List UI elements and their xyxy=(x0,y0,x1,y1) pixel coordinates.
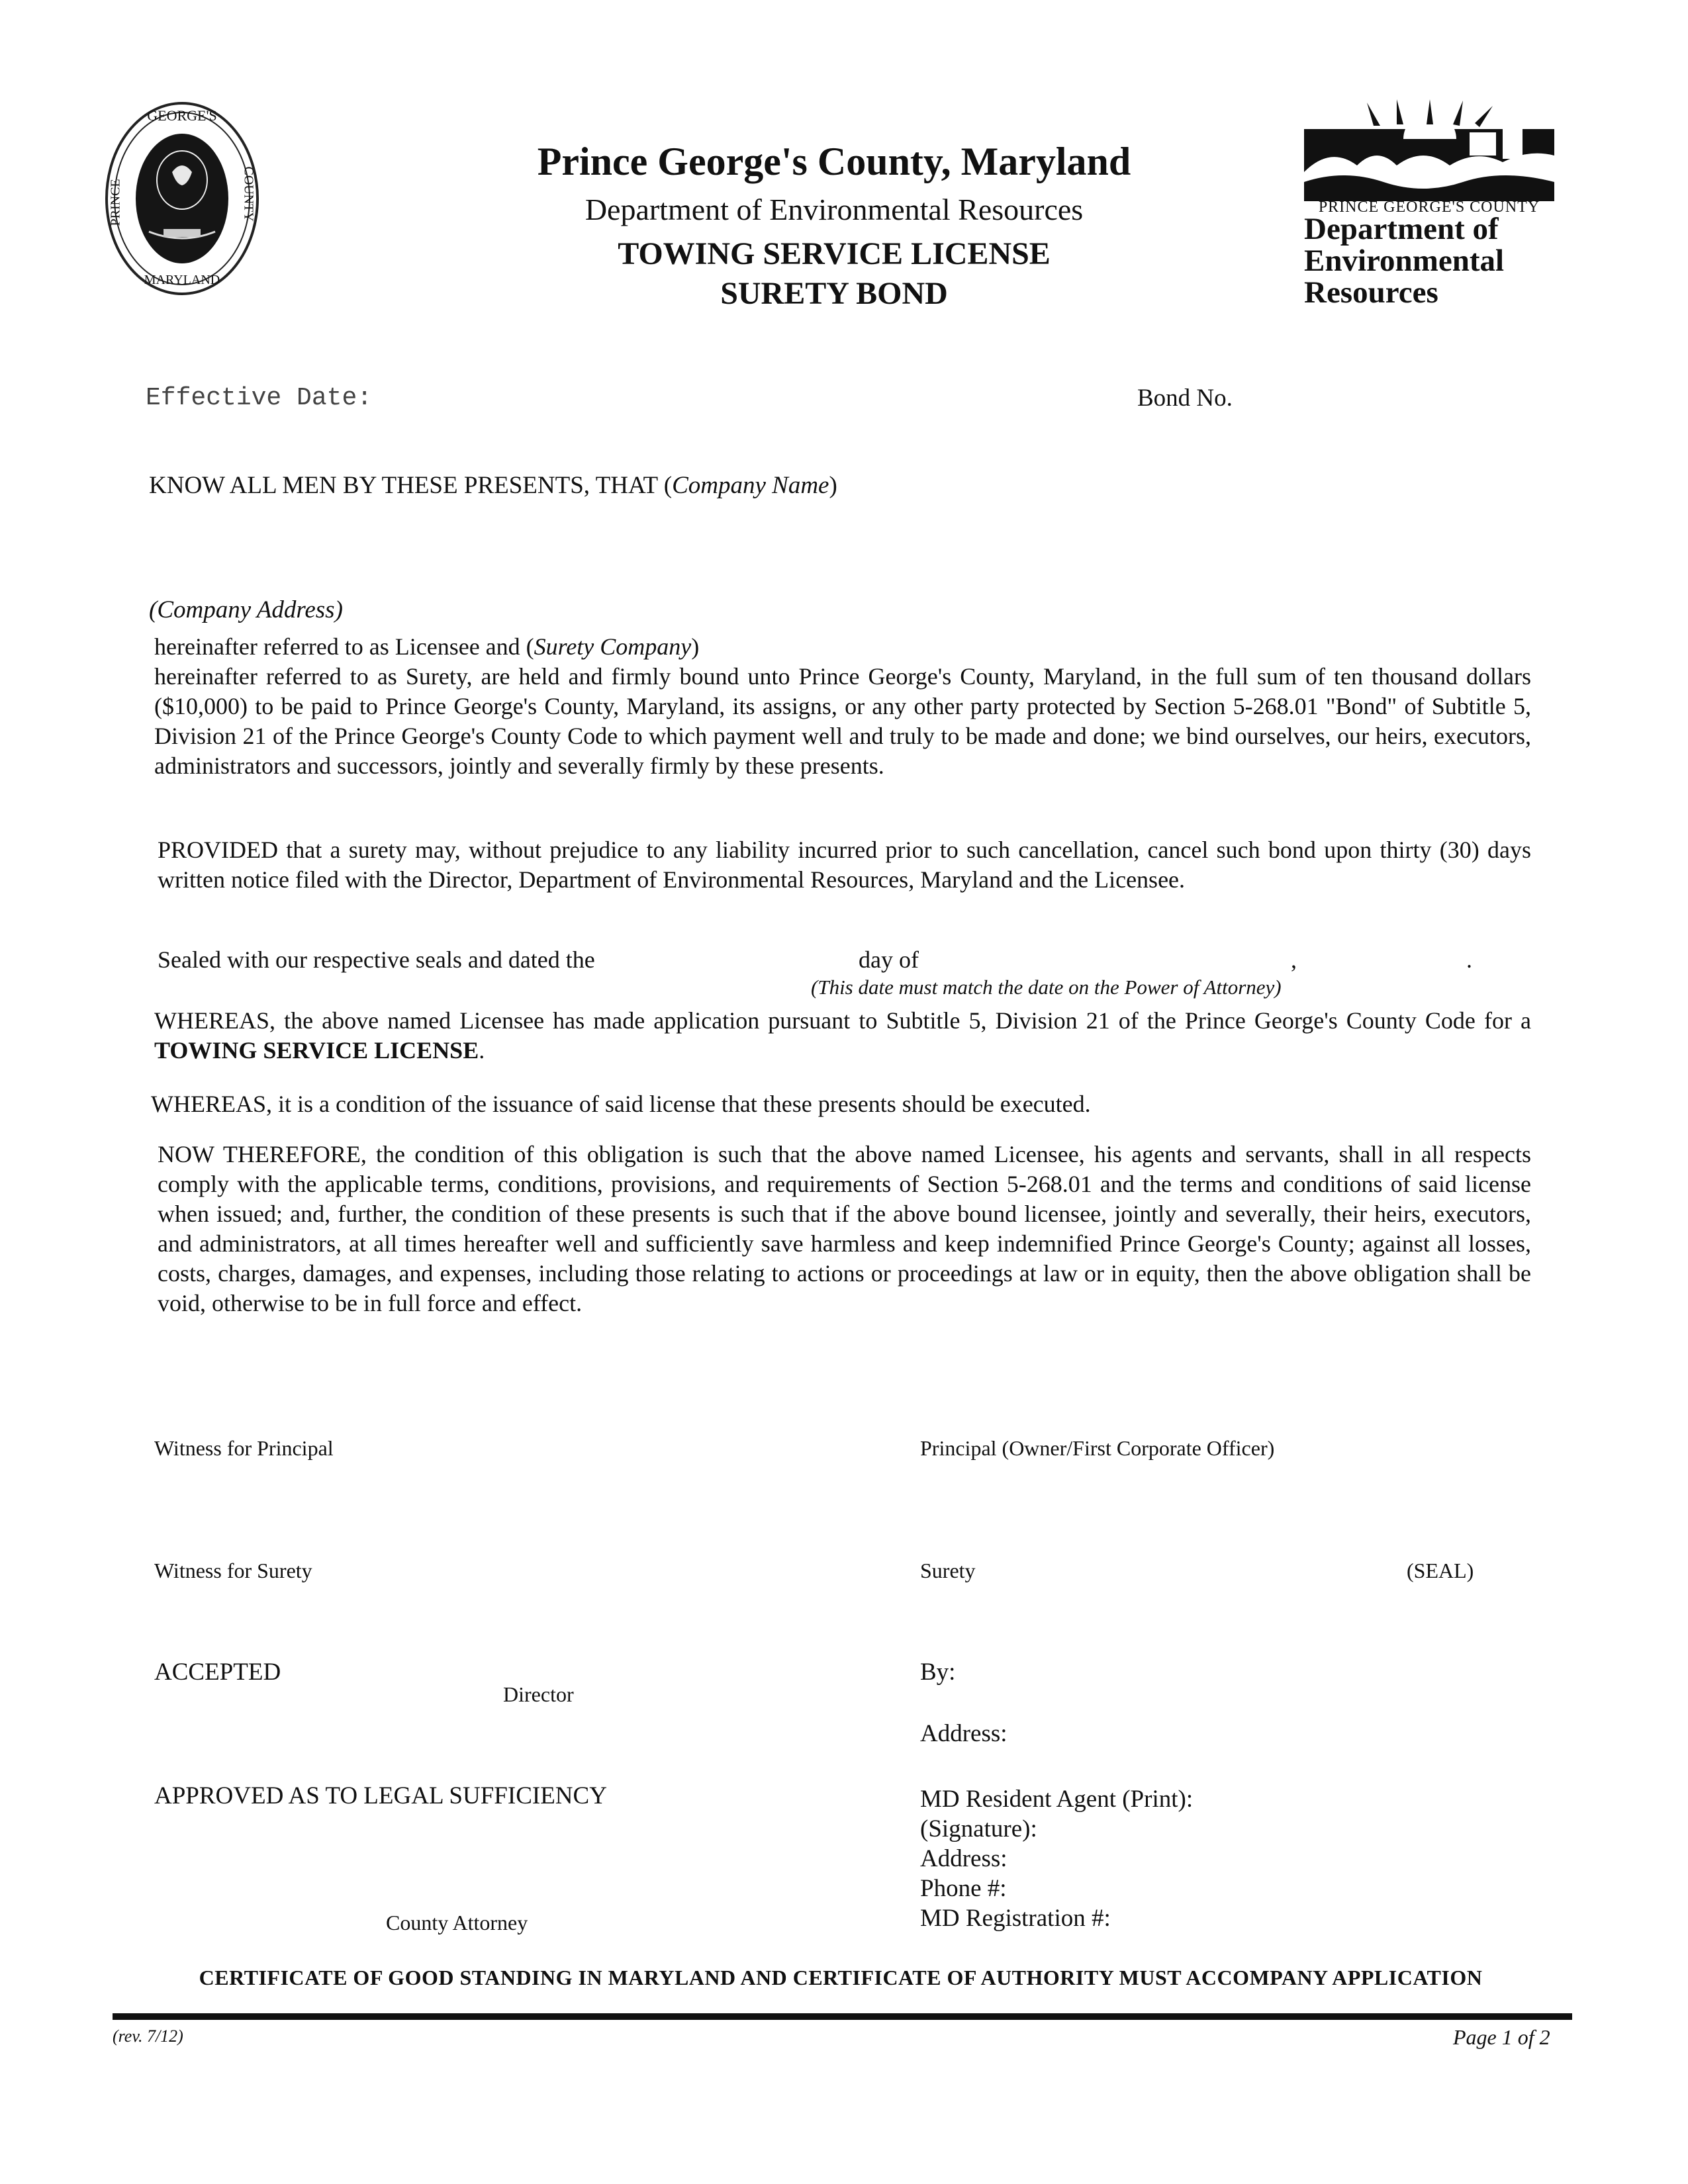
whereas-paragraph-2: WHEREAS, it is a condition of the issuance of said license that these presents should be executed. xyxy=(151,1091,1091,1117)
approved-label: APPROVED AS TO LEGAL SUFFICIENCY xyxy=(154,1782,607,1809)
address-label-2: Address: xyxy=(920,1845,1008,1872)
principal-label: Principal (Owner/First Corporate Officer) xyxy=(920,1436,1275,1460)
signature-label: (Signature): xyxy=(920,1815,1037,1843)
logo-line2: Environmental xyxy=(1304,244,1505,278)
date-period: . xyxy=(1466,946,1472,973)
county-seal-graphic xyxy=(103,99,261,298)
form-title-line2: SURETY BOND xyxy=(720,276,948,311)
der-logo xyxy=(1304,99,1556,318)
witness-principal-label: Witness for Principal xyxy=(154,1436,334,1460)
know-all-men-text: KNOW ALL MEN BY THESE PRESENTS, THAT ( xyxy=(149,472,673,499)
date-note: (This date must match the date on the Power of Attorney) xyxy=(811,976,1282,999)
surety-company-hint: Surety Company xyxy=(534,633,692,660)
accepted-label: ACCEPTED xyxy=(154,1659,281,1686)
know-all-men-close: ) xyxy=(829,472,837,499)
department-name: Department of Environmental Resources xyxy=(585,193,1084,226)
county-seal xyxy=(103,99,261,298)
der-logo-graphic xyxy=(1304,99,1556,205)
certificate-notice: CERTIFICATE OF GOOD STANDING IN MARYLAND AND CERTIFICATE OF AUTHORITY MUST ACCOMPANY APPLICATION xyxy=(199,1966,1483,1989)
date-comma: , xyxy=(1291,946,1297,973)
page-number: Page 1 of 2 xyxy=(1453,2025,1550,2049)
company-name-hint: Company Name xyxy=(672,472,829,499)
effective-date-label: Effective Date: xyxy=(146,384,373,412)
phone-label: Phone #: xyxy=(920,1875,1007,1902)
seal-label: (SEAL) xyxy=(1407,1559,1474,1582)
witness-surety-label: Witness for Surety xyxy=(154,1559,312,1582)
revision-label: (rev. 7/12) xyxy=(113,2026,183,2046)
licensee-line xyxy=(154,632,699,662)
seal-text-top: GEORGE'S xyxy=(147,107,217,124)
now-therefore-paragraph: NOW THEREFORE, the condition of this obligation is such that the above named Licensee, his agents and servants, shall in all respects comply with the applicable terms, conditions, provisions, and requirements of Section 5-268.01 and the terms and conditions of said license when issued; and, further, the condition of these presents is such that if the above bound licensee, jointly and severally, their heirs, executors, and administrators, at all times hereafter well and sufficiently save harmless and keep indemnified Prince George's County; against all losses, costs, charges, damages, and expenses, including those relating to actions or proceedings at law or in equity, then the above obligation shall be void, otherwise to be in full force and effect. xyxy=(158,1141,1531,1316)
seal-text-bottom: MARYLAND xyxy=(144,273,220,287)
logo-line1: Department of xyxy=(1304,212,1499,246)
provided-paragraph: PROVIDED that a surety may, without prejudice to any liability incurred prior to such cancellation, cancel such bond upon thirty (30) days written notice filed with the Director, Department of Environmental Resources, Maryland and the Licensee. xyxy=(158,837,1531,893)
resident-agent-label: MD Resident Agent (Print): xyxy=(920,1786,1194,1813)
surety-paragraph: hereinafter referred to as Surety, are held and firmly bound unto Prince George's County, Maryland, in the full sum of ten thousand dollars ($10,000) to be paid to Prince George's County, Maryland, its assigns, or any other party protected by Section 5-268.01 "Bond" of Subtitle 5, Division 21 of the Prince George's County Code to which payment well and truly to be made and done; we bind ourselves, our heirs, executors, administrators and successors, jointly and severally firmly by these presents. xyxy=(154,663,1531,779)
footer-rule xyxy=(113,2013,1572,2020)
whereas1-post: . xyxy=(479,1037,485,1064)
company-address-hint: (Company Address) xyxy=(149,596,343,623)
whereas-paragraph-1 xyxy=(154,1006,1531,1066)
seal-text-left: PRINCE xyxy=(108,179,123,226)
registration-label: MD Registration #: xyxy=(920,1905,1111,1932)
county-attorney-label: County Attorney xyxy=(386,1911,528,1934)
licensee-line-post: ) xyxy=(691,633,700,660)
by-label: By: xyxy=(920,1659,956,1686)
director-label: Director xyxy=(503,1682,574,1706)
whereas1-bold: TOWING SERVICE LICENSE xyxy=(154,1037,479,1064)
licensee-line-pre: hereinafter referred to as Licensee and ( xyxy=(154,633,534,660)
know-all-men-line xyxy=(149,471,837,500)
seal-text-right: COUNTY xyxy=(241,166,256,222)
surety-label: Surety xyxy=(920,1559,976,1582)
form-title-line1: TOWING SERVICE LICENSE xyxy=(618,236,1051,271)
logo-line3: Resources xyxy=(1304,275,1438,310)
address-label-1: Address: xyxy=(920,1720,1008,1747)
whereas1-pre: WHEREAS, the above named Licensee has made application pursuant to Subtitle 5, Division 21 of the Prince George's County Code for a xyxy=(154,1007,1531,1034)
sealed-text: Sealed with our respective seals and dated the xyxy=(158,946,595,973)
page-title: Prince George's County, Maryland xyxy=(537,140,1131,183)
day-of-text: day of xyxy=(859,946,919,973)
logo-band-text: PRINCE GEORGE'S COUNTY xyxy=(1318,199,1540,216)
bond-no-label: Bond No. xyxy=(1137,385,1233,412)
